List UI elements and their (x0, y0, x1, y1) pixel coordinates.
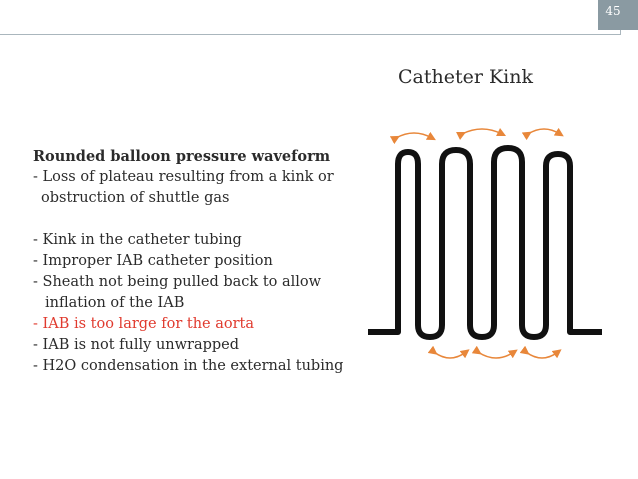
curved-arrow (396, 133, 432, 138)
bullet-line: - Loss of plateau resulting from a kink or (33, 169, 334, 185)
bullet-line: - Sheath not being pulled back to allow (33, 274, 322, 290)
bullet-line: inflation of the IAB (45, 295, 185, 311)
curved-arrow (526, 352, 558, 358)
page-number: 45 (605, 4, 621, 18)
curved-arrow (462, 129, 502, 134)
bullet-line: - Improper IAB catheter position (33, 253, 273, 269)
bullet-line: - IAB is not fully unwrapped (33, 337, 240, 353)
highlight-line: - IAB is too large for the aorta (33, 316, 255, 332)
kink-waveform-diagram (360, 120, 630, 380)
header-border (0, 0, 621, 35)
bullet-line: - H2O condensation in the external tubing (33, 358, 344, 374)
balloon-waveform (368, 148, 602, 337)
curved-arrow (478, 352, 514, 358)
bullet-line: - Kink in the catheter tubing (33, 232, 242, 248)
curved-arrow (434, 352, 466, 358)
waveform-heading: Rounded balloon pressure waveform (33, 148, 331, 165)
bullet-line: obstruction of shuttle gas (41, 190, 230, 206)
body-text (33, 146, 378, 377)
curved-arrow (528, 129, 560, 134)
slide-title: Catheter Kink (398, 66, 534, 88)
